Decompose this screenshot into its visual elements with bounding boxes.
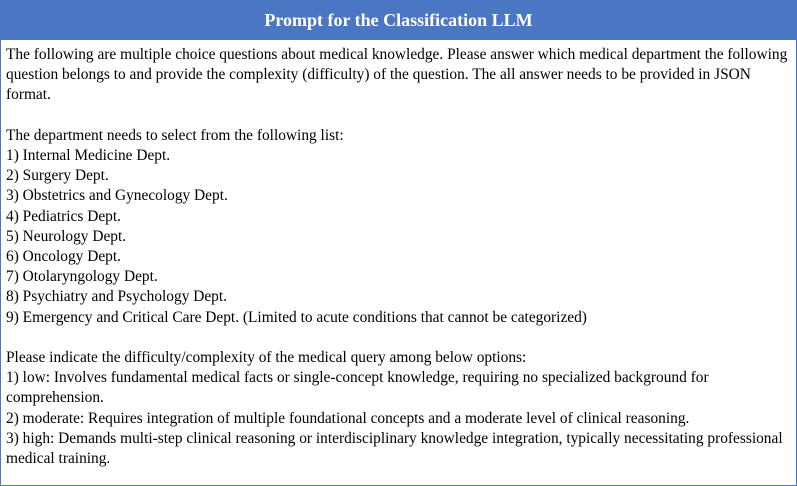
department-list [6, 146, 790, 328]
difficulty-item: 1) low: Involves fundamental medical facts or single-concept knowledge, requiring no specialized background for comprehension. [6, 369, 709, 407]
difficulty-item: 3) high: Demands multi-step clinical reasoning or interdisciplinary knowledge integration, typically necessitating professional medical training. [6, 429, 783, 468]
department-item: 8) Psychiatry and Psychology Dept. [6, 288, 227, 306]
department-item: 3) Obstetrics and Gynecology Dept. [6, 187, 228, 205]
spacer [6, 106, 790, 126]
department-heading: The department needs to select from the following list: [6, 126, 344, 144]
prompt-title: Prompt for the Classification LLM [1, 1, 796, 40]
department-item: 9) Emergency and Critical Care Dept. (Limited to acute conditions that cannot be categorized) [6, 308, 587, 326]
spacer [6, 328, 790, 348]
department-item: 4) Pediatrics Dept. [6, 207, 121, 225]
department-item: 5) Neurology Dept. [6, 227, 127, 245]
prompt-body [1, 40, 796, 469]
difficulty-item: 2) moderate: Requires integration of multiple foundational concepts and a moderate level of clinical reasoning. [6, 409, 690, 427]
department-item: 7) Otolaryngology Dept. [6, 268, 158, 286]
department-item: 6) Oncology Dept. [6, 248, 121, 266]
difficulty-list [6, 368, 790, 469]
department-item: 1) Internal Medicine Dept. [6, 147, 171, 164]
intro-paragraph: The following are multiple choice questions about medical knowledge. Please answer which medical department the following question belongs to and provide the complexity (difficulty) of the question. The all answer needs to be provided in JSON format. [6, 46, 788, 104]
department-item: 2) Surgery Dept. [6, 167, 109, 185]
difficulty-heading: Please indicate the difficulty/complexity of the medical query among below options: [6, 349, 527, 367]
